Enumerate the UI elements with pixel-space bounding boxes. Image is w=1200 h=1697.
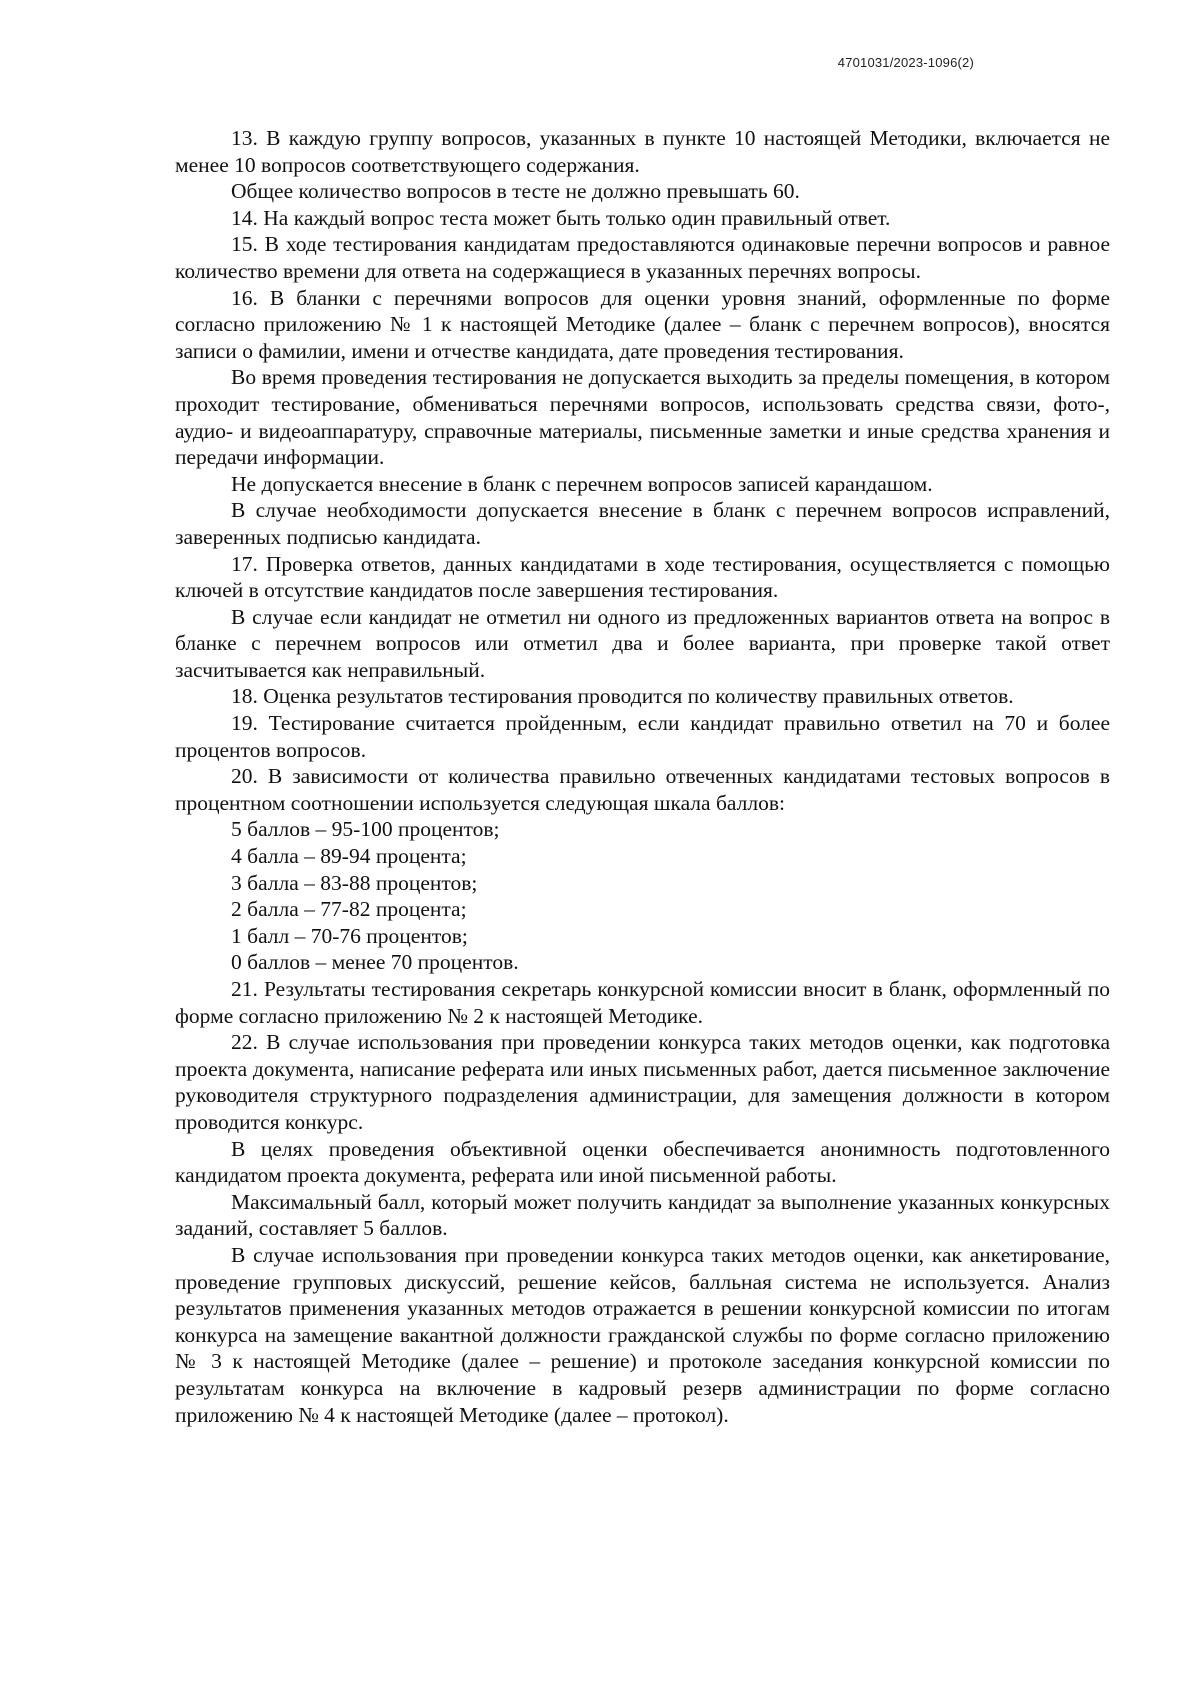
- paragraph-17: 17. Проверка ответов, данных кандидатами в ходе тестирования, осуществляется с помощью ключей в отсутствие кандидатов после завершения тестирования.: [175, 551, 1110, 603]
- paragraph-19: 19. Тестирование считается пройденным, если кандидат правильно ответил на 70 и более процентов вопросов.: [175, 711, 1110, 762]
- scale-item: 4 балла – 89-94 процента;: [231, 844, 467, 869]
- paragraph-13: 13. В каждую группу вопросов, указанных в пункте 10 настоящей Методики, включается не менее 10 вопросов соответствующего содержания.: [175, 126, 1110, 177]
- scale-item: 2 балла – 77-82 процента;: [231, 897, 467, 922]
- paragraph-22-other-methods: В случае использования при проведении конкурса таких методов оценки, как анкетирование, проведение групповых дискуссий, решение кейсов, балльная система не используется. Анализ результатов применения указанных методов отражается в решении конкурсной комиссии по итогам конкурса на замещение вакантной должности гражданской службы по форме согласно приложению № 3 к настоящей Методике (далее – решение) и протоколе заседания конкурсной комиссии по результатам конкурса на включение в кадровый резерв администрации по форме согласно приложению № 4 к настоящей Методике (далее – протокол).: [175, 1242, 1110, 1427]
- paragraph-14: 14. На каждый вопрос теста может быть только один правильный ответ.: [231, 205, 891, 230]
- paragraph-16-pencil: Не допускается внесение в бланк с перечнем вопросов записей карандашом.: [231, 471, 933, 496]
- document-body: [175, 125, 1110, 1428]
- scale-item: 0 баллов – менее 70 процентов.: [231, 950, 519, 975]
- paragraph-20: 20. В зависимости от количества правильно отвеченных кандидатами тестовых вопросов в процентном соотношении используется следующая шкала баллов:: [175, 764, 1110, 815]
- scale-item: 1 балл – 70-76 процентов;: [231, 923, 468, 948]
- scale-item: 5 баллов – 95-100 процентов;: [231, 817, 500, 842]
- paragraph-22: 22. В случае использования при проведении конкурса таких методов оценки, как подготовка проекта документа, написание реферата или иных письменных работ, дается письменное заключение руководителя структурного подразделения администрации, для замещения должности в котором проводится конкурс.: [175, 1030, 1110, 1134]
- paragraph-22-max-score: Максимальный балл, который может получить кандидат за выполнение указанных конкурсных заданий, составляет 5 баллов.: [175, 1189, 1110, 1241]
- paragraph-17-incorrect: В случае если кандидат не отметил ни одного из предложенных вариантов ответа на вопрос в бланке с перечнем вопросов или отметил два и более варианта, при проверке такой ответ засчитывается как неправильный.: [175, 604, 1110, 682]
- paragraph-15: 15. В ходе тестирования кандидатам предоставляются одинаковые перечни вопросов и равное количество времени для ответа на содержащиеся в указанных перечнях вопросы.: [175, 232, 1110, 283]
- paragraph-18: 18. Оценка результатов тестирования проводится по количеству правильных ответов.: [231, 684, 1014, 709]
- paragraph-13-total: Общее количество вопросов в тесте не должно превышать 60.: [231, 179, 800, 204]
- document-number: 4701031/2023-1096(2): [837, 55, 974, 70]
- paragraph-21: 21. Результаты тестирования секретарь конкурсной комиссии вносит в бланк, оформленный по форме согласно приложению № 2 к настоящей Методике.: [175, 977, 1110, 1028]
- paragraph-16-restrictions: Во время проведения тестирования не допускается выходить за пределы помещения, в котором проходит тестирование, обмениваться перечнями вопросов, использовать средства связи, фото-, аудио- и видеоаппаратуру, справочные материалы, письменные заметки и иные средства хранения и передачи информации.: [175, 365, 1110, 470]
- scale-item: 3 балла – 83-88 процентов;: [231, 870, 478, 895]
- paragraph-22-anonymity: В целях проведения объективной оценки обеспечивается анонимность подготовленного кандидатом проекта документа, реферата или иной письменной работы.: [175, 1136, 1110, 1188]
- paragraph-16: 16. В бланки с перечнями вопросов для оценки уровня знаний, оформленные по форме согласно приложению № 1 к настоящей Методике (далее – бланк с перечнем вопросов), вносятся записи о фамилии, имени и отчестве кандидата, дате проведения тестирования.: [175, 285, 1110, 363]
- paragraph-16-corrections: В случае необходимости допускается внесение в бланк с перечнем вопросов исправлений, заверенных подписью кандидата.: [175, 498, 1110, 549]
